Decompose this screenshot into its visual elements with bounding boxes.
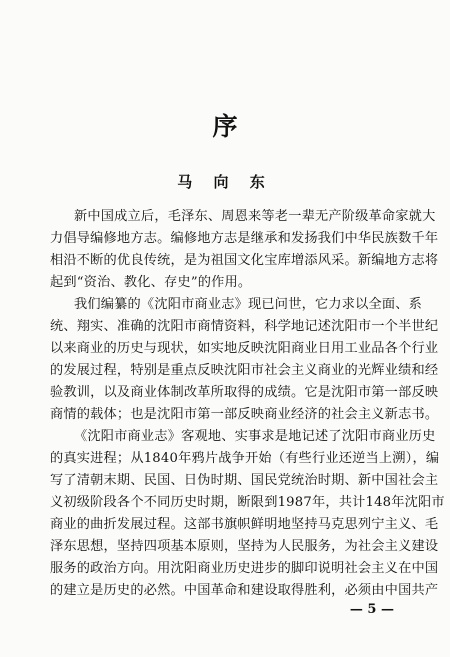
text-line: 写了清朝末期、民国、日伪时期、国民党统治时期、新中国社会主 — [50, 473, 439, 488]
text-line: 服务的政治方向。用沈阳商业历史进步的脚印说明社会主义在中国 — [50, 561, 439, 576]
text-line: 起到“资治、教化、存史”的作用。 — [50, 275, 252, 290]
text-line: 商业的曲折发展过程。这部书旗帜鲜明地坚持马克思列宁主义、毛 — [50, 517, 439, 532]
text-line: 商情的载体；也是沈阳市第一部反映商业经济的社会主义新志书。 — [50, 407, 439, 422]
page-number: — 5 — — [349, 602, 394, 617]
preface-title: 序 — [212, 112, 238, 141]
text-line: 验教训，以及商业体制改革所取得的成绩。它是沈阳市第一部反映 — [50, 385, 439, 400]
text-line: 《沈阳市商业志》客观地、实事求是地记述了沈阳市商业历史 — [74, 429, 436, 444]
text-line: 泽东思想，坚持四项基本原则，坚持为人民服务，为社会主义建设 — [50, 539, 439, 554]
text-line: 义初级阶段各个不同历史时期，断限到1987年，共计148年沈阳市 — [50, 495, 445, 510]
author-name: 马 向 东 — [177, 173, 273, 191]
text-line: 的发展过程，特别是重点反映沈阳市社会主义商业的光辉业绩和经 — [50, 363, 439, 378]
text-line: 以来商业的历史与现状，如实地反映沈阳商业日用工业品各个行业 — [50, 341, 439, 356]
text-line: 的真实进程；从1840年鸦片战争开始（有些行业还逆当上溯），编 — [50, 451, 440, 466]
body-text — [50, 206, 445, 602]
text-line: 统、翔实、准确的沈阳市商情资料，科学地记述沈阳市一个半世纪 — [50, 319, 439, 334]
text-line: 新中国成立后，毛泽东、周恩来等老一辈无产阶级革命家就大 — [74, 209, 436, 224]
text-line: 力倡导编修地方志。编修地方志是继承和发扬我们中华民族数千年 — [50, 231, 439, 246]
text-line: 的建立是历史的必然。中国革命和建设取得胜利，必须由中国共产 — [50, 583, 439, 598]
text-line: 相沿不断的优良传统，是为祖国文化宝库增添风采。新编地方志将 — [50, 253, 439, 268]
text-line: 我们编纂的《沈阳市商业志》现已问世，它力求以全面、系 — [74, 297, 423, 312]
